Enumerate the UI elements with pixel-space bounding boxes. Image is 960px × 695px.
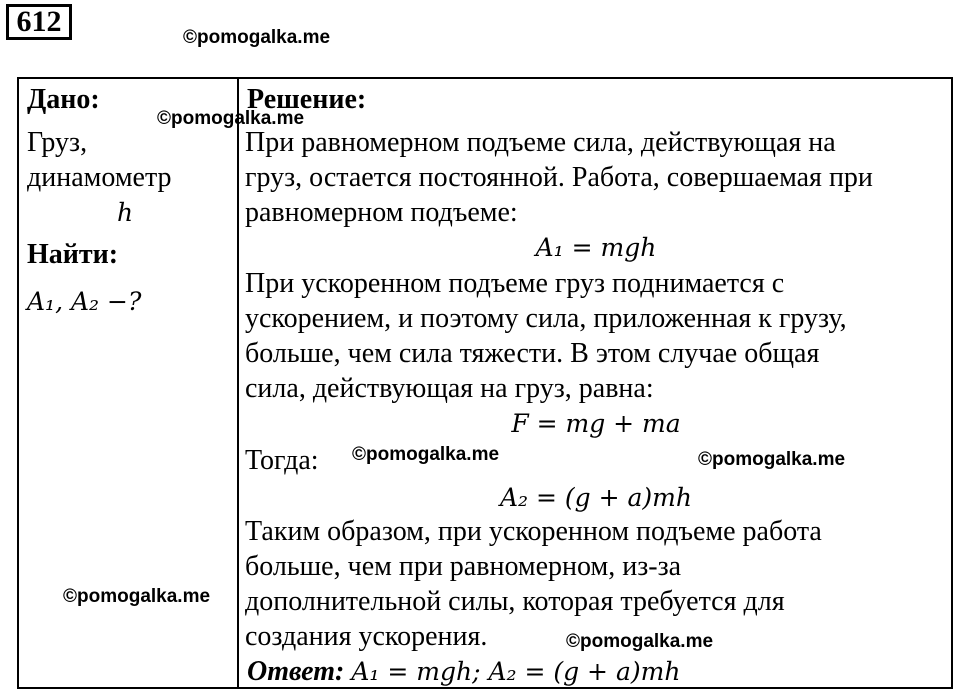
formula-a2: A₂ = (g + a)mh xyxy=(500,483,692,512)
given-header: Дано: xyxy=(27,84,100,115)
watermark-middle-right: ©pomogalka.me xyxy=(698,449,846,470)
solution-p3-line-4: создания ускорения. xyxy=(245,621,488,652)
find-expression: A₁, A₂ −? xyxy=(27,287,142,316)
watermark-middle-left: ©pomogalka.me xyxy=(352,444,500,465)
formula-a1: A₁ = mgh xyxy=(535,233,657,262)
given-line-2: динамометр xyxy=(27,162,172,193)
watermark-given: ©pomogalka.me xyxy=(157,108,305,129)
solution-p2-line-2: ускорением, и поэтому сила, приложенная к грузу, xyxy=(245,303,847,334)
answer-label: Ответ: xyxy=(247,656,345,687)
watermark-top: ©pomogalka.me xyxy=(183,27,331,48)
given-line-1: Груз, xyxy=(27,127,88,158)
answer-line xyxy=(247,655,680,689)
find-header: Найти: xyxy=(27,239,119,270)
answer-expression: A₁ = mgh; A₂ = (g + a)mh xyxy=(351,657,681,686)
formula-f: F = mg + ma xyxy=(511,409,681,438)
given-var-h: h xyxy=(117,198,134,227)
solution-p3-line-3: дополнительной силы, которая требуется для xyxy=(245,586,785,617)
solution-p2-line-4: сила, действующая на груз, равна: xyxy=(245,373,654,404)
solution-p2-line-1: При ускоренном подъеме груз поднимается с xyxy=(245,268,785,299)
solution-header: Решение: xyxy=(247,84,367,115)
then-label: Тогда: xyxy=(245,445,319,476)
column-divider xyxy=(237,79,239,687)
problem-number: 612 xyxy=(6,4,72,40)
solution-p1-line-1: При равномерном подъеме сила, действующая на xyxy=(245,127,836,158)
solution-p3-line-1: Таким образом, при ускоренном подъеме работа xyxy=(245,516,822,547)
solution-p1-line-3: равномерном подъеме: xyxy=(245,197,518,228)
watermark-bottom-left: ©pomogalka.me xyxy=(63,586,211,607)
watermark-bottom-right: ©pomogalka.me xyxy=(566,631,714,652)
solution-p2-line-3: больше, чем сила тяжести. В этом случае общая xyxy=(245,338,820,369)
solution-p1-line-2: груз, остается постоянной. Работа, совершаемая при xyxy=(245,162,873,193)
solution-p3-line-2: больше, чем при равномерном, из-за xyxy=(245,551,682,582)
